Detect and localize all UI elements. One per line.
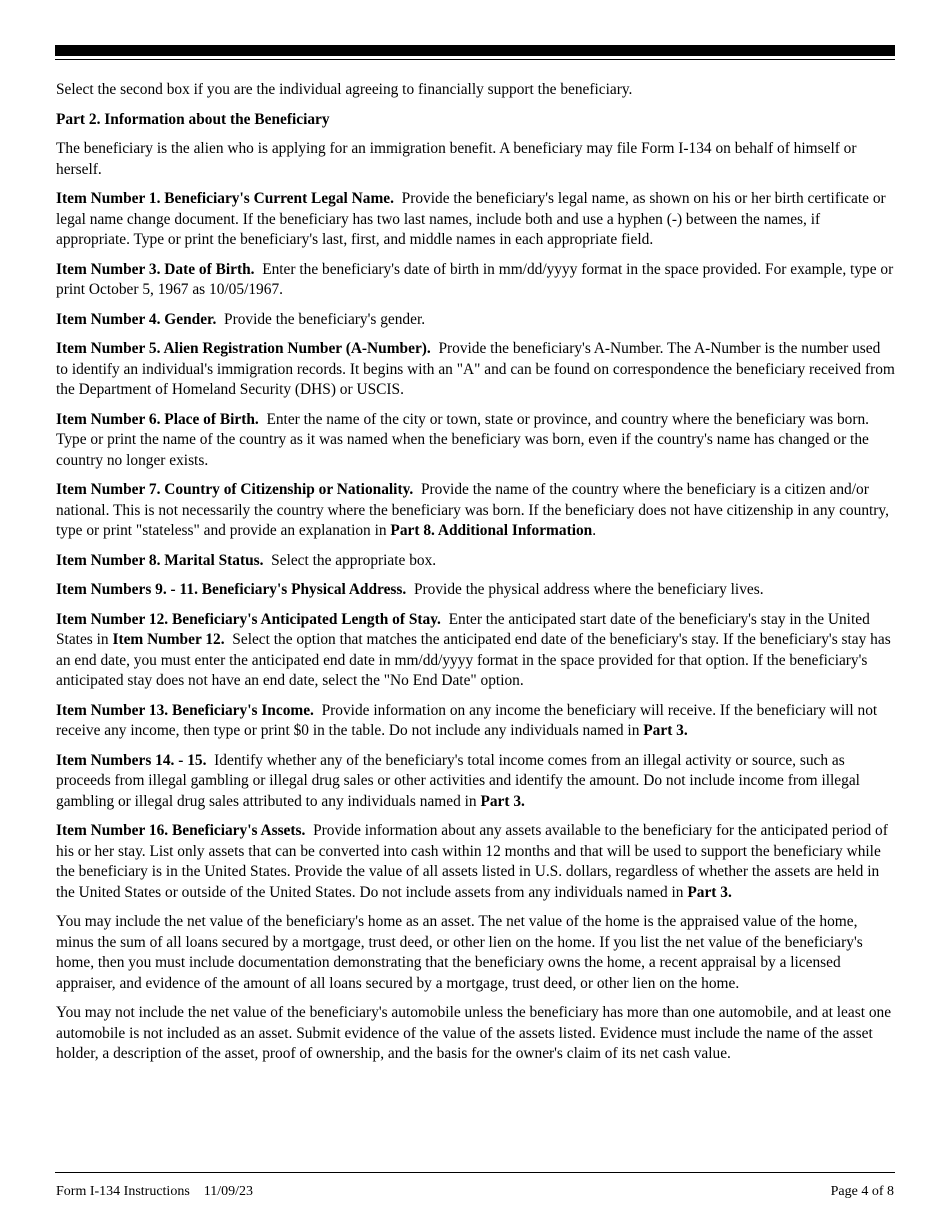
item-7-reference: Part 8. Additional Information [390,522,593,539]
footer-page-number: Page 4 of 8 [830,1184,894,1199]
item-16-reference: Part 3. [687,883,732,901]
item-14-15-reference: Part 3. [480,792,525,810]
item-9-11-label: Item Numbers 9. - 11. Beneficiary's Physical Address. [56,581,407,598]
header-rule-thick [55,45,895,56]
item-3-paragraph: Item Number 3. Date of Birth. Enter the beneficiary's date of birth in mm/dd/yyyy format in the space provided. For example, type or print October 5, 1967 as 10/05/1967. [56,260,894,298]
item-16-label: Item Number 16. Beneficiary's Assets. [56,822,306,839]
item-13-reference: Part 3. [643,722,688,739]
item-16-paragraph: Item Number 16. Beneficiary's Assets. Provide information about any assets available to the beneficiary for the anticipated period of his or her stay. List only assets that can be converted into cash within 12 months and that will be used to support the beneficiary while the beneficiary is in the United States. Provide the value of all assets listed in U.S. dollars, regardless of whether the assets are held in the United States or outside of the United States. Do not include assets from any individuals named in Part 3. [56,822,888,901]
item-12-label: Item Number 12. Beneficiary's Anticipated Length of Stay. [56,610,441,628]
item-6-label: Item Number 6. Place of Birth. [56,410,259,428]
page-body [56,80,896,1074]
footer-form-date: 11/09/23 [203,1184,254,1199]
item-14-15-paragraph: Item Numbers 14. - 15. Identify whether any of the beneficiary's total income comes from an illegal activity or source, such as proceeds from illegal gambling or illegal drug sales or other activities and identify the amount. Do not include income from illegal gambling or illegal drug sales attributed to any individuals named in Part 3. [56,751,860,810]
part-intro-paragraph: The beneficiary is the alien who is applying for an immigration benefit. A beneficiary may file Form I-134 on behalf of himself or herself. [56,140,857,178]
item-4-label: Item Number 4. Gender. [56,310,217,328]
item-12-paragraph: Item Number 12. Beneficiary's Anticipated Length of Stay. Enter the anticipated start date of the beneficiary's stay in the United States in Item Number 12. Select the option that matches the anticipated end date of the beneficiary's stay. If the beneficiary's stay has an end date, you must enter the anticipated end date in mm/dd/yyyy format in the space provided for that option. If the beneficiary's anticipated stay does not have an end date, select the "No End Date" option. [56,610,891,689]
part-heading: Part 2. Information about the Beneficiary [56,110,330,128]
item-8-paragraph: Item Number 8. Marital Status. Select the appropriate box. [56,551,437,569]
intro-paragraph: Select the second box if you are the individual agreeing to financially support the beneficiary. [56,81,633,98]
footer-form-info [56,1184,253,1200]
item-4-paragraph: Item Number 4. Gender. Provide the beneficiary's gender. [56,310,426,328]
item-9-11-paragraph: Item Numbers 9. - 11. Beneficiary's Physical Address. Provide the physical address where the beneficiary lives. [56,581,764,598]
item-14-15-label: Item Numbers 14. - 15. [56,751,207,769]
footer-form-name: Form I-134 Instructions [56,1184,190,1199]
item-8-label: Item Number 8. Marital Status. [56,551,264,569]
home-value-paragraph: You may include the net value of the beneficiary's home as an asset. The net value of the home is the appraised value of the home, minus the sum of all loans secured by a mortgage, trust deed, or other lien on the home. If you list the net value of the beneficiary's home, then you must include documentation demonstrating that the beneficiary owns the home, a recent appraisal by a licensed appraiser, and evidence of the amount of all loans secured by a mortgage, trust deed, or other lien on the home. [56,913,863,992]
header-rule-thin [55,59,895,60]
item-6-paragraph: Item Number 6. Place of Birth. Enter the name of the city or town, state or province, and country where the beneficiary was born. Type or print the name of the country as it was named when the beneficiary was born, even if the country's name has changed or the country no longer exists. [56,410,870,469]
item-3-label: Item Number 3. Date of Birth. [56,260,255,278]
footer-rule [55,1172,895,1173]
automobile-paragraph: You may not include the net value of the beneficiary's automobile unless the beneficiary has more than one automobile, and at least one automobile is not included as an asset. Submit evidence of the value of the assets listed. Evidence must include the name of the asset holder, a description of the asset, proof of ownership, and the basis for the owner's claim of its net cash value. [56,1004,892,1062]
item-1-label: Item Number 1. Beneficiary's Current Legal Name. [56,190,394,207]
item-12-reference: Item Number 12. [112,631,225,648]
item-13-paragraph: Item Number 13. Beneficiary's Income. Provide information on any income the beneficiary will receive. If the beneficiary will not receive any income, then type or print $0 in the table. Do not include any individuals named in Part 3. [56,701,878,739]
item-13-label: Item Number 13. Beneficiary's Income. [56,701,314,719]
item-7-label: Item Number 7. Country of Citizenship or Nationality. [56,481,414,498]
item-7-paragraph: Item Number 7. Country of Citizenship or Nationality. Provide the name of the country where the beneficiary is a citizen and/or national. This is not necessarily the country where the beneficiary was born. If the beneficiary does not have citizenship in any country, type or print "stateless" and provide an explanation in Part 8. Additional Information. [56,481,889,539]
item-5-paragraph: Item Number 5. Alien Registration Number (A-Number). Provide the beneficiary's A-Number. The A-Number is the number used to identify an individual's immigration records. It begins with an "A" and can be found on correspondence the beneficiary received from the Department of Homeland Security (DHS) or USCIS. [56,340,895,398]
item-5-label: Item Number 5. Alien Registration Number (A-Number). [56,340,431,357]
item-1-paragraph: Item Number 1. Beneficiary's Current Legal Name. Provide the beneficiary's legal name, as shown on his or her birth certificate or legal name change document. If the beneficiary has two last names, include both and use a hyphen (-) between the names, if appropriate. Type or print the beneficiary's last, first, and middle names in each appropriate field. [56,190,886,248]
